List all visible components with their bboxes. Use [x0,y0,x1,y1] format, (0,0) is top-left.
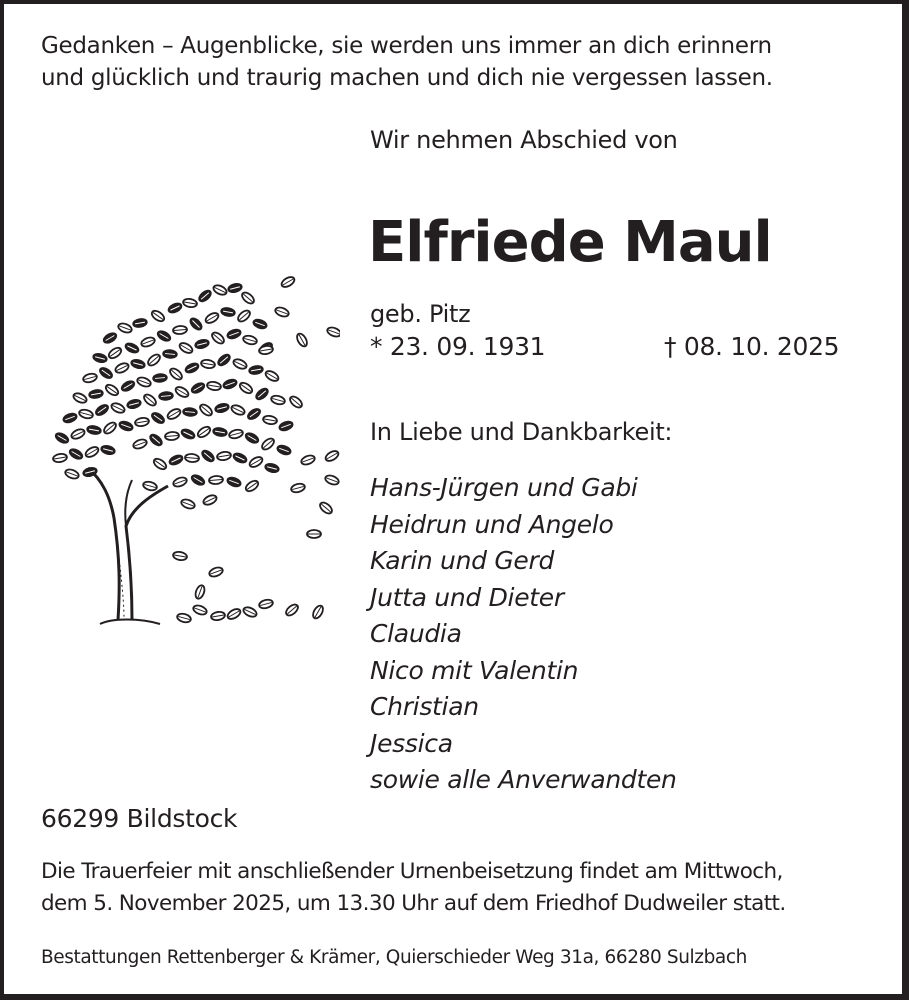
mourner: Hans-Jürgen und Gabi [370,473,638,502]
farewell-line: Wir nehmen Abschied von [370,126,678,154]
place: 66299 Bildstock [41,804,238,833]
mourner: Heidrun und Angelo [370,509,614,539]
poem-line: und glücklich und traurig machen und dich nie vergessen lassen. [41,65,773,91]
mourner: Jessica [370,728,453,758]
mourner: Karin und Gerd [370,546,555,575]
ceremony-line: Die Trauerfeier mit anschließender Urnenbeisetzung findet am Mittwoch, [41,859,783,884]
mourner: Claudia [370,619,462,648]
undertaker-info: Bestattungen Rettenberger & Krämer, Quierschieder Weg 31a, 66280 Sulzbach [41,947,747,968]
maiden-name: geb. Pitz [370,300,471,328]
poem-text [41,30,773,94]
poem-line: Gedanken – Augenblicke, sie werden uns immer an dich erinnern [41,33,772,59]
deceased-name: Elfriede Maul [368,210,772,275]
birth-date: * 23. 09. 1931 [370,332,546,361]
obituary-card [4,4,902,994]
mourners-list [370,470,677,799]
mourner: Jutta und Dieter [370,582,564,612]
thanks-line: In Liebe und Dankbarkeit: [370,418,673,446]
mourner: sowie alle Anverwandten [370,765,677,794]
ceremony-line: dem 5. November 2025, um 13.30 Uhr auf dem Friedhof Dudweiler statt. [41,891,786,916]
mourner: Christian [370,692,479,721]
mourner: Nico mit Valentin [370,655,579,685]
ceremony-text [41,856,786,920]
windblown-tree-icon [40,268,340,628]
death-date: † 08. 10. 2025 [664,332,840,361]
